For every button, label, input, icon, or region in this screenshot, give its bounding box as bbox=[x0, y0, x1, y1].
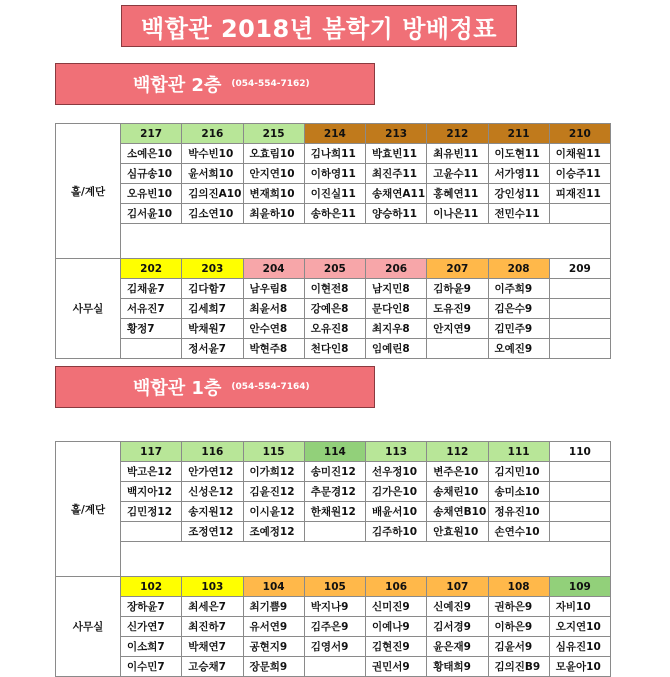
resident-cell: 김현진9 bbox=[366, 637, 427, 657]
resident-cell: 안가연12 bbox=[182, 462, 243, 482]
table-row bbox=[56, 617, 611, 637]
resident-cell: 서가영11 bbox=[488, 164, 549, 184]
resident-cell: 백지아12 bbox=[121, 482, 182, 502]
resident-cell bbox=[549, 339, 610, 359]
resident-cell: 김의진A10 bbox=[182, 184, 243, 204]
resident-cell: 선우정10 bbox=[366, 462, 427, 482]
resident-cell: 안지연10 bbox=[243, 164, 304, 184]
resident-cell: 이예나9 bbox=[366, 617, 427, 637]
resident-cell: 이나은11 bbox=[427, 204, 488, 224]
resident-cell: 소예은10 bbox=[121, 144, 182, 164]
resident-cell: 김주하10 bbox=[366, 522, 427, 542]
resident-cell: 윤서희10 bbox=[182, 164, 243, 184]
resident-cell: 최기쁨9 bbox=[243, 597, 304, 617]
resident-cell: 김민주9 bbox=[488, 319, 549, 339]
resident-cell: 김서경9 bbox=[427, 617, 488, 637]
resident-cell: 김서윤10 bbox=[121, 204, 182, 224]
room-number-114: 114 bbox=[304, 442, 365, 462]
resident-cell: 이승주11 bbox=[549, 164, 610, 184]
resident-cell: 안수연8 bbox=[243, 319, 304, 339]
table-row bbox=[56, 339, 611, 359]
resident-cell: 정서윤7 bbox=[182, 339, 243, 359]
resident-cell: 안지연9 bbox=[427, 319, 488, 339]
resident-cell: 송지원12 bbox=[182, 502, 243, 522]
resident-cell: 배윤서10 bbox=[366, 502, 427, 522]
resident-cell: 정유진10 bbox=[488, 502, 549, 522]
resident-cell: 권하은9 bbox=[488, 597, 549, 617]
resident-cell: 김채윤7 bbox=[121, 279, 182, 299]
resident-cell: 남우림8 bbox=[243, 279, 304, 299]
room-number-111: 111 bbox=[488, 442, 549, 462]
resident-cell: 김주은9 bbox=[304, 617, 365, 637]
resident-cell: 황태희9 bbox=[427, 657, 488, 677]
resident-cell: 이도현11 bbox=[488, 144, 549, 164]
table-row bbox=[56, 502, 611, 522]
resident-cell: 김가은10 bbox=[366, 482, 427, 502]
room-number-108: 108 bbox=[488, 577, 549, 597]
room-number-110: 110 bbox=[549, 442, 610, 462]
resident-cell: 임예린8 bbox=[366, 339, 427, 359]
resident-cell: 최윤서8 bbox=[243, 299, 304, 319]
room-number-203: 203 bbox=[182, 259, 243, 279]
resident-cell: 김나희11 bbox=[304, 144, 365, 164]
room-number-109: 109 bbox=[549, 577, 610, 597]
resident-cell: 송채린10 bbox=[427, 482, 488, 502]
resident-cell: 이진실11 bbox=[304, 184, 365, 204]
resident-cell: 박효빈11 bbox=[366, 144, 427, 164]
table-row bbox=[56, 164, 611, 184]
table-row bbox=[56, 637, 611, 657]
floor-1-room-table bbox=[55, 441, 611, 677]
resident-cell: 김윤진12 bbox=[243, 482, 304, 502]
room-number-103: 103 bbox=[182, 577, 243, 597]
room-number-204: 204 bbox=[243, 259, 304, 279]
zone-label-office: 사무실 bbox=[56, 259, 121, 359]
resident-cell: 이주희9 bbox=[488, 279, 549, 299]
room-number-208: 208 bbox=[488, 259, 549, 279]
room-number-207: 207 bbox=[427, 259, 488, 279]
room-number-112: 112 bbox=[427, 442, 488, 462]
room-number-215: 215 bbox=[243, 124, 304, 144]
resident-cell: 조예정12 bbox=[243, 522, 304, 542]
resident-cell: 공현지9 bbox=[243, 637, 304, 657]
zone-label-hall: 홀/계단 bbox=[56, 442, 121, 577]
room-number-211: 211 bbox=[488, 124, 549, 144]
resident-cell bbox=[549, 204, 610, 224]
resident-cell: 손연수10 bbox=[488, 522, 549, 542]
room-number-113: 113 bbox=[366, 442, 427, 462]
resident-cell: 최윤하10 bbox=[243, 204, 304, 224]
table-row bbox=[56, 522, 611, 542]
resident-cell: 김하윤9 bbox=[427, 279, 488, 299]
resident-cell: 심유진10 bbox=[549, 637, 610, 657]
room-number-205: 205 bbox=[304, 259, 365, 279]
room-number-202: 202 bbox=[121, 259, 182, 279]
resident-cell: 최지우8 bbox=[366, 319, 427, 339]
resident-cell: 양승하11 bbox=[366, 204, 427, 224]
resident-cell: 한채원12 bbox=[304, 502, 365, 522]
table-row bbox=[56, 184, 611, 204]
resident-cell: 김다함7 bbox=[182, 279, 243, 299]
room-number-216: 216 bbox=[182, 124, 243, 144]
resident-cell: 황정7 bbox=[121, 319, 182, 339]
resident-cell: 변주은10 bbox=[427, 462, 488, 482]
resident-cell: 홍혜연11 bbox=[427, 184, 488, 204]
table-row bbox=[56, 462, 611, 482]
table-row bbox=[56, 319, 611, 339]
room-number-107: 107 bbox=[427, 577, 488, 597]
resident-cell: 이수민7 bbox=[121, 657, 182, 677]
zone-label-hall: 홀/계단 bbox=[56, 124, 121, 259]
resident-cell: 오유빈10 bbox=[121, 184, 182, 204]
resident-cell: 장하윤7 bbox=[121, 597, 182, 617]
resident-cell: 김지민10 bbox=[488, 462, 549, 482]
resident-cell: 신미진9 bbox=[366, 597, 427, 617]
resident-cell: 최세은7 bbox=[182, 597, 243, 617]
resident-cell bbox=[549, 462, 610, 482]
resident-cell: 조정연12 bbox=[182, 522, 243, 542]
floor-2-name: 백합관 2층 bbox=[133, 75, 222, 96]
resident-cell: 이현전8 bbox=[304, 279, 365, 299]
resident-cell: 안효원10 bbox=[427, 522, 488, 542]
room-number-212: 212 bbox=[427, 124, 488, 144]
resident-cell: 최진하7 bbox=[182, 617, 243, 637]
resident-cell bbox=[549, 279, 610, 299]
room-number-117: 117 bbox=[121, 442, 182, 462]
room-number-115: 115 bbox=[243, 442, 304, 462]
resident-cell: 김윤서9 bbox=[488, 637, 549, 657]
resident-cell: 박고은12 bbox=[121, 462, 182, 482]
room-number-217: 217 bbox=[121, 124, 182, 144]
room-number-209: 209 bbox=[549, 259, 610, 279]
resident-cell: 강인성11 bbox=[488, 184, 549, 204]
resident-cell: 피재진11 bbox=[549, 184, 610, 204]
blank-row bbox=[121, 542, 611, 577]
resident-cell: 김세희7 bbox=[182, 299, 243, 319]
resident-cell: 추문경12 bbox=[304, 482, 365, 502]
resident-cell: 오지연10 bbox=[549, 617, 610, 637]
room-number-116: 116 bbox=[182, 442, 243, 462]
resident-cell: 송미진12 bbox=[304, 462, 365, 482]
resident-cell: 자비10 bbox=[549, 597, 610, 617]
resident-cell bbox=[121, 339, 182, 359]
resident-cell: 이채원11 bbox=[549, 144, 610, 164]
floor-1-phone: (054-554-7164) bbox=[231, 382, 310, 392]
resident-cell: 박채원7 bbox=[182, 319, 243, 339]
floor-2-room-table bbox=[55, 123, 611, 359]
resident-cell: 심규송10 bbox=[121, 164, 182, 184]
resident-cell: 천다인8 bbox=[304, 339, 365, 359]
resident-cell: 송미소10 bbox=[488, 482, 549, 502]
room-number-104: 104 bbox=[243, 577, 304, 597]
resident-cell: 박수빈10 bbox=[182, 144, 243, 164]
resident-cell: 변재희10 bbox=[243, 184, 304, 204]
resident-cell: 도유진9 bbox=[427, 299, 488, 319]
resident-cell: 오예진9 bbox=[488, 339, 549, 359]
resident-cell: 고승채7 bbox=[182, 657, 243, 677]
floor-2-banner bbox=[55, 63, 375, 105]
resident-cell: 송채연A11 bbox=[366, 184, 427, 204]
floor-2-phone: (054-554-7162) bbox=[231, 79, 310, 89]
resident-cell: 신예진9 bbox=[427, 597, 488, 617]
room-number-106: 106 bbox=[366, 577, 427, 597]
resident-cell: 김의진B9 bbox=[488, 657, 549, 677]
resident-cell: 이시윤12 bbox=[243, 502, 304, 522]
table-row bbox=[56, 657, 611, 677]
resident-cell: 송하은11 bbox=[304, 204, 365, 224]
resident-cell bbox=[549, 482, 610, 502]
resident-cell: 모윤아10 bbox=[549, 657, 610, 677]
resident-cell: 권민서9 bbox=[366, 657, 427, 677]
resident-cell: 장문희9 bbox=[243, 657, 304, 677]
floor-1-name: 백합관 1층 bbox=[133, 378, 222, 399]
resident-cell bbox=[304, 522, 365, 542]
resident-cell: 문다인8 bbox=[366, 299, 427, 319]
room-number-213: 213 bbox=[366, 124, 427, 144]
resident-cell: 윤은재9 bbox=[427, 637, 488, 657]
resident-cell: 남지민8 bbox=[366, 279, 427, 299]
resident-cell bbox=[549, 522, 610, 542]
resident-cell bbox=[549, 502, 610, 522]
resident-cell: 이소희7 bbox=[121, 637, 182, 657]
table-row bbox=[56, 482, 611, 502]
resident-cell bbox=[549, 319, 610, 339]
table-row bbox=[56, 279, 611, 299]
resident-cell: 고윤수11 bbox=[427, 164, 488, 184]
resident-cell: 김민정12 bbox=[121, 502, 182, 522]
zone-label-office: 사무실 bbox=[56, 577, 121, 677]
table-row bbox=[56, 144, 611, 164]
resident-cell bbox=[121, 522, 182, 542]
resident-cell bbox=[427, 339, 488, 359]
resident-cell: 오유진8 bbox=[304, 319, 365, 339]
resident-cell bbox=[304, 657, 365, 677]
room-number-206: 206 bbox=[366, 259, 427, 279]
resident-cell bbox=[549, 299, 610, 319]
resident-cell: 이하은9 bbox=[488, 617, 549, 637]
resident-cell: 이가희12 bbox=[243, 462, 304, 482]
room-number-102: 102 bbox=[121, 577, 182, 597]
table-row bbox=[56, 597, 611, 617]
resident-cell: 최진주11 bbox=[366, 164, 427, 184]
resident-cell: 유서연9 bbox=[243, 617, 304, 637]
room-number-105: 105 bbox=[304, 577, 365, 597]
resident-cell: 최유빈11 bbox=[427, 144, 488, 164]
resident-cell: 강예은8 bbox=[304, 299, 365, 319]
resident-cell: 신성은12 bbox=[182, 482, 243, 502]
resident-cell: 김소연10 bbox=[182, 204, 243, 224]
resident-cell: 신가연7 bbox=[121, 617, 182, 637]
resident-cell: 김영서9 bbox=[304, 637, 365, 657]
resident-cell: 송채연B10 bbox=[427, 502, 488, 522]
table-row bbox=[56, 299, 611, 319]
resident-cell: 박채연7 bbox=[182, 637, 243, 657]
page-title: 백합관 2018년 봄학기 방배정표 bbox=[121, 5, 517, 47]
resident-cell: 오효림10 bbox=[243, 144, 304, 164]
floor-1-banner bbox=[55, 366, 375, 408]
table-row bbox=[56, 204, 611, 224]
blank-row bbox=[121, 224, 611, 259]
room-number-214: 214 bbox=[304, 124, 365, 144]
resident-cell: 서유진7 bbox=[121, 299, 182, 319]
room-number-210: 210 bbox=[549, 124, 610, 144]
resident-cell: 전민수11 bbox=[488, 204, 549, 224]
resident-cell: 박지나9 bbox=[304, 597, 365, 617]
resident-cell: 박현주8 bbox=[243, 339, 304, 359]
resident-cell: 김은수9 bbox=[488, 299, 549, 319]
resident-cell: 이하영11 bbox=[304, 164, 365, 184]
